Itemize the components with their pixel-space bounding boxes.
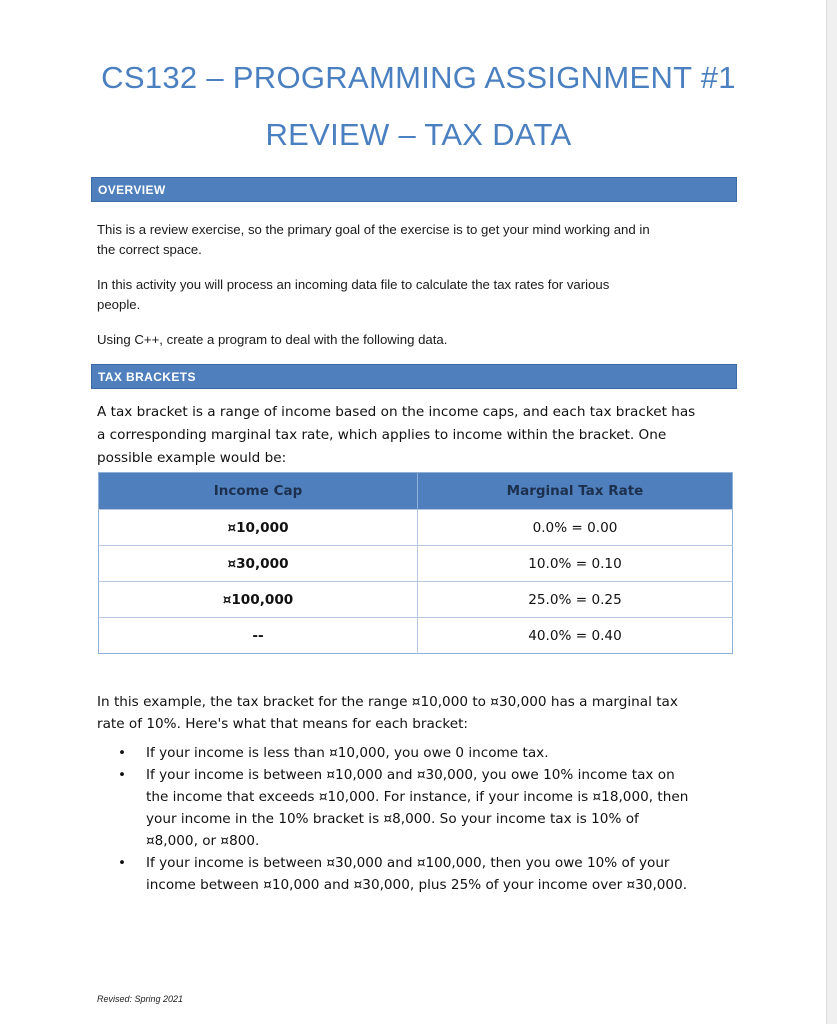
list-item-line: If your income is between ¤30,000 and ¤100,000, then you owe 10% of your [146,855,670,871]
tax-brackets-heading-bar [91,364,737,389]
example-line-2: rate of 10%. Here's what that means for each bracket: [97,716,468,732]
list-item-line: If your income is less than ¤10,000, you owe 0 income tax. [146,745,549,761]
table-row [99,546,733,582]
overview-paragraph-1-line-2: the correct space. [97,242,202,257]
table-row [99,582,733,618]
tax-rate-cell: 0.0% = 0.00 [418,510,733,546]
income-cap-cell: ¤100,000 [99,582,418,618]
list-item-line: ¤8,000, or ¤800. [146,833,260,849]
example-line-1: In this example, the tax bracket for the range ¤10,000 to ¤30,000 has a marginal tax [97,694,678,710]
list-item-line: If your income is between ¤10,000 and ¤30,000, you owe 10% income tax on [146,767,675,783]
table-row [99,618,733,654]
tax-rate-cell: 25.0% = 0.25 [418,582,733,618]
list-item [118,764,688,852]
overview-paragraph-2-line-2: people. [97,297,141,312]
brackets-intro-line-3: possible example would be: [97,450,287,466]
income-cap-cell: -- [99,618,418,654]
overview-paragraph-2-line-1: In this activity you will process an incoming data file to calculate the tax rates for various [97,277,610,292]
header-marginal-tax-rate: Marginal Tax Rate [418,473,733,510]
brackets-intro-line-1: A tax bracket is a range of income based on the income caps, and each tax bracket has [97,404,696,420]
tax-rate-cell: 40.0% = 0.40 [418,618,733,654]
header-income-cap: Income Cap [99,473,418,510]
revision-footer: Revised: Spring 2021 [97,994,184,1004]
table-row [99,510,733,546]
list-item-line: income between ¤10,000 and ¤30,000, plus 25% of your income over ¤30,000. [146,877,688,893]
tax-bracket-table [98,472,733,654]
table-header-row [99,473,733,510]
brackets-intro-line-2: a corresponding marginal tax rate, which applies to income within the bracket. One [97,427,667,443]
page-title: CS132 – PROGRAMMING ASSIGNMENT #1 [101,60,736,95]
list-item [118,742,688,764]
income-cap-cell: ¤30,000 [99,546,418,582]
list-item [118,852,688,896]
overview-heading-bar [91,177,737,202]
overview-paragraph-1-line-1: This is a review exercise, so the primary goal of the exercise is to get your mind working and in [97,222,650,237]
bullet-icon: • [118,767,127,783]
bullet-icon: • [118,745,127,761]
tax-brackets-heading: TAX BRACKETS [98,370,196,384]
list-item-line: your income in the 10% bracket is ¤8,000. So your income tax is 10% of [146,811,639,827]
income-cap-cell: ¤10,000 [99,510,418,546]
page-subtitle: REVIEW – TAX DATA [265,117,572,152]
bracket-explanation-list [118,742,688,896]
overview-heading: OVERVIEW [98,183,166,197]
tax-rate-cell: 10.0% = 0.10 [418,546,733,582]
bullet-icon: • [118,855,127,871]
list-item-line: the income that exceeds ¤10,000. For instance, if your income is ¤18,000, then [146,789,689,805]
page-edge [826,0,837,1024]
overview-paragraph-3: Using C++, create a program to deal with the following data. [97,332,448,347]
